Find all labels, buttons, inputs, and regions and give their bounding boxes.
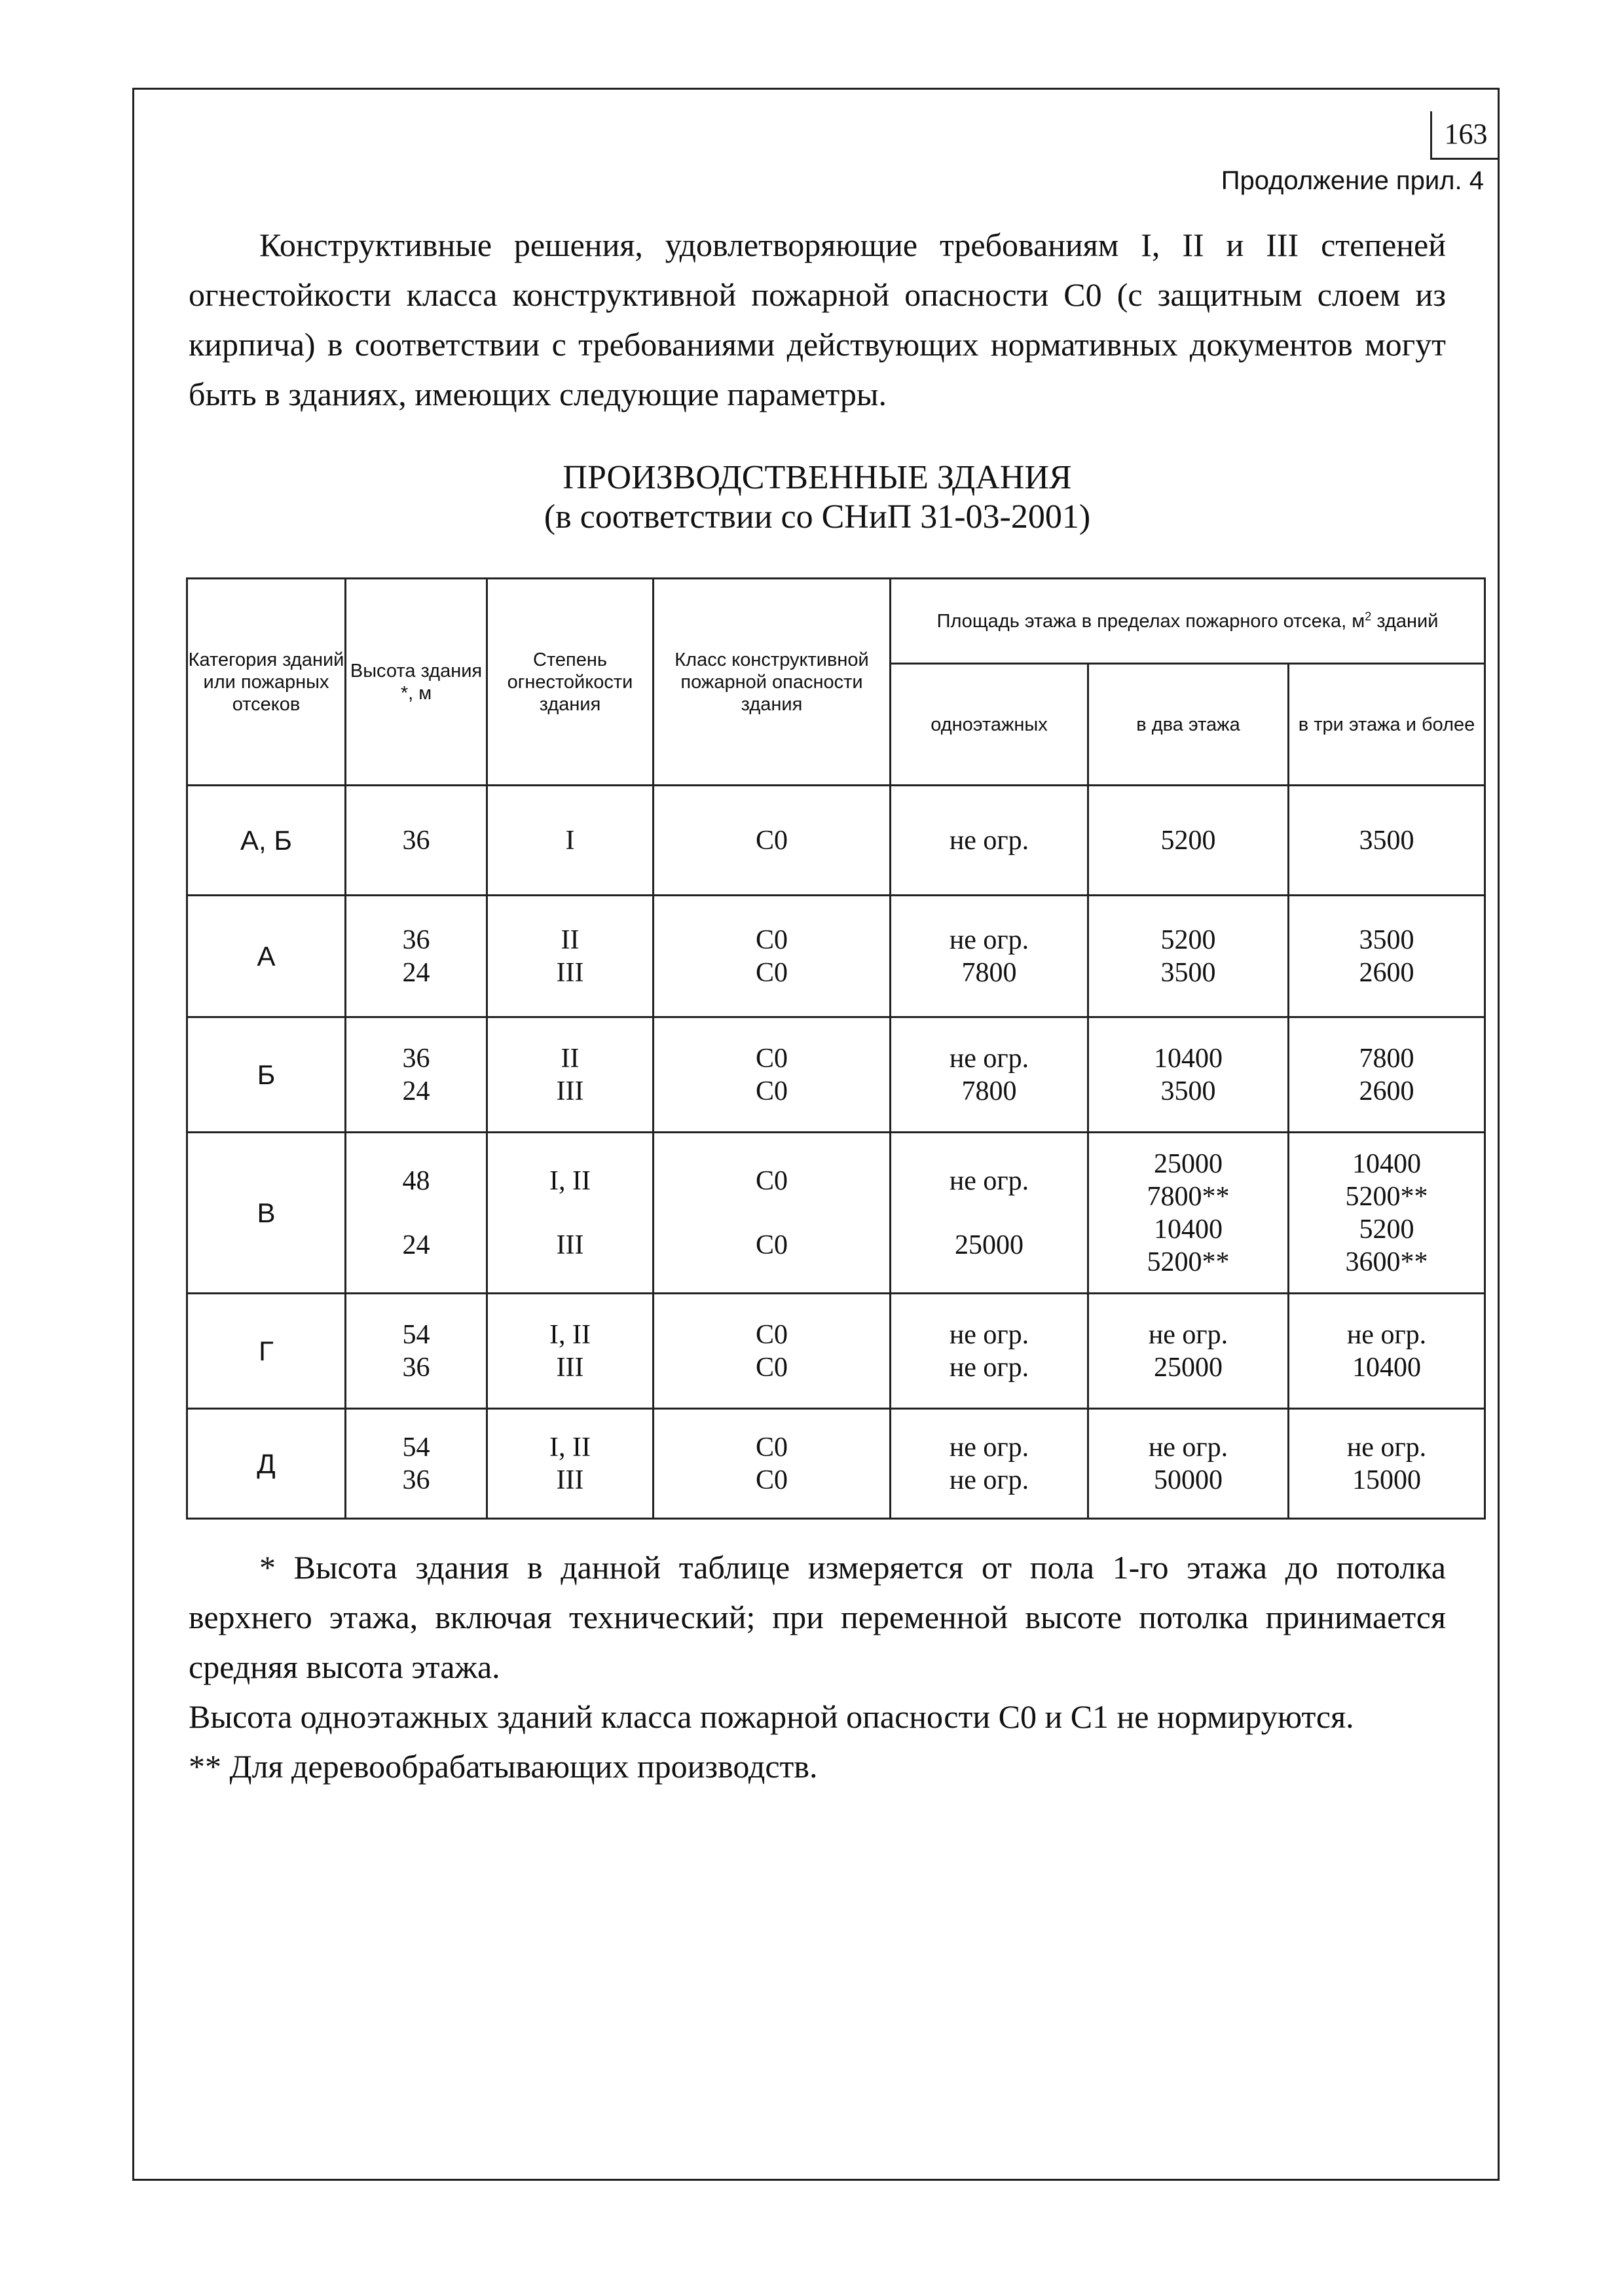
cell-category: Б — [187, 1017, 346, 1133]
footnote-height: * Высота здания в данной таблице измеряется от пола 1-го этажа до потолка верхнего этажа, включая технический; при переменной высоте потолка принимается средняя высота этажа. — [189, 1549, 1446, 1685]
cell-degree: II III — [487, 896, 654, 1017]
cell-height: 54 36 — [346, 1409, 487, 1519]
header-fire-resistance: Степень огнестойкости здания — [487, 579, 654, 786]
cell-two-storey: не огр. 25000 — [1088, 1294, 1289, 1409]
cell-class: С0 С0 — [654, 1133, 891, 1294]
header-area-tail: зданий — [1371, 610, 1439, 632]
cell-class: С0 — [654, 786, 891, 896]
header-area-sup: 2 — [1365, 609, 1372, 623]
header-height: Высота здания *, м — [346, 579, 487, 786]
section-subtitle: (в соответствии со СНиП 31-03-2001) — [544, 498, 1091, 536]
table-row — [187, 1294, 1485, 1409]
footnotes — [189, 1542, 1446, 1791]
cell-category: В — [187, 1133, 346, 1294]
cell-height: 36 24 — [346, 896, 487, 1017]
table-row — [187, 1017, 1485, 1133]
cell-category: А, Б — [187, 786, 346, 896]
cell-two-storey: 10400 3500 — [1088, 1017, 1289, 1133]
header-two-storey: в два этажа — [1088, 664, 1289, 786]
cell-two-storey: 5200 — [1088, 786, 1289, 896]
table-row — [187, 1409, 1485, 1519]
footnote-woodworking: ** Для деревообрабатывающих производств. — [189, 1748, 818, 1785]
table-row — [187, 896, 1485, 1017]
cell-three-storey: 7800 2600 — [1289, 1017, 1485, 1133]
cell-three-storey: 3500 — [1289, 786, 1485, 896]
header-area-group — [891, 579, 1485, 664]
cell-height: 36 24 — [346, 1017, 487, 1133]
cell-degree: I, II III — [487, 1133, 654, 1294]
cell-two-storey: 5200 3500 — [1088, 896, 1289, 1017]
cell-three-storey: 3500 2600 — [1289, 896, 1485, 1017]
cell-two-storey: 25000 7800** 10400 5200** — [1088, 1133, 1289, 1294]
header-category: Категория зданий или пожарных отсеков — [187, 579, 346, 786]
table-row — [187, 786, 1485, 896]
header-three-storey: в три этажа и более — [1289, 664, 1485, 786]
continuation-label: Продолжение прил. 4 — [1221, 166, 1484, 195]
cell-category: Г — [187, 1294, 346, 1409]
cell-height: 54 36 — [346, 1294, 487, 1409]
cell-class: С0 С0 — [654, 1294, 891, 1409]
cell-degree: I, II III — [487, 1409, 654, 1519]
cell-degree: I, II III — [487, 1294, 654, 1409]
header-one-storey: одноэтажных — [891, 664, 1088, 786]
cell-degree: II III — [487, 1017, 654, 1133]
section-title-block — [189, 458, 1446, 537]
cell-one-storey: не огр. 7800 — [891, 896, 1088, 1017]
page-number: 163 — [1430, 111, 1500, 160]
cell-degree: I — [487, 786, 654, 896]
intro-paragraph: Конструктивные решения, удовлетворяющие требованиям I, II и III степеней огнестойкости класса конструктивной пожарной опасности С0 (с защитным слоем из кирпича) в соответствии с требованиями действующих нормативных документов могут быть в зданиях, имеющих следующие параметры. — [189, 227, 1446, 412]
cell-one-storey: не огр. 7800 — [891, 1017, 1088, 1133]
cell-class: С0 С0 — [654, 1017, 891, 1133]
cell-two-storey: не огр. 50000 — [1088, 1409, 1289, 1519]
header-construct-class: Класс конструктивной пожарной опасности здания — [654, 579, 891, 786]
buildings-table — [186, 577, 1486, 1520]
header-area-group-text: Площадь этажа в пределах пожарного отсека, м — [936, 610, 1365, 632]
cell-class: С0 С0 — [654, 896, 891, 1017]
cell-one-storey: не огр. не огр. — [891, 1409, 1088, 1519]
footnote-single-storey: Высота одноэтажных зданий класса пожарной опасности С0 и С1 не нормируются. — [189, 1698, 1354, 1735]
cell-class: С0 С0 — [654, 1409, 891, 1519]
cell-three-storey: не огр. 10400 — [1289, 1294, 1485, 1409]
cell-one-storey: не огр. не огр. — [891, 1294, 1088, 1409]
cell-one-storey: не огр. — [891, 786, 1088, 896]
cell-category: Д — [187, 1409, 346, 1519]
cell-height: 36 — [346, 786, 487, 896]
cell-three-storey: 10400 5200** 5200 3600** — [1289, 1133, 1485, 1294]
cell-height: 48 24 — [346, 1133, 487, 1294]
cell-category: А — [187, 896, 346, 1017]
cell-three-storey: не огр. 15000 — [1289, 1409, 1485, 1519]
cell-one-storey: не огр. 25000 — [891, 1133, 1088, 1294]
section-title: ПРОИЗВОДСТВЕННЫЕ ЗДАНИЯ — [563, 459, 1072, 496]
table-row — [187, 1133, 1485, 1294]
